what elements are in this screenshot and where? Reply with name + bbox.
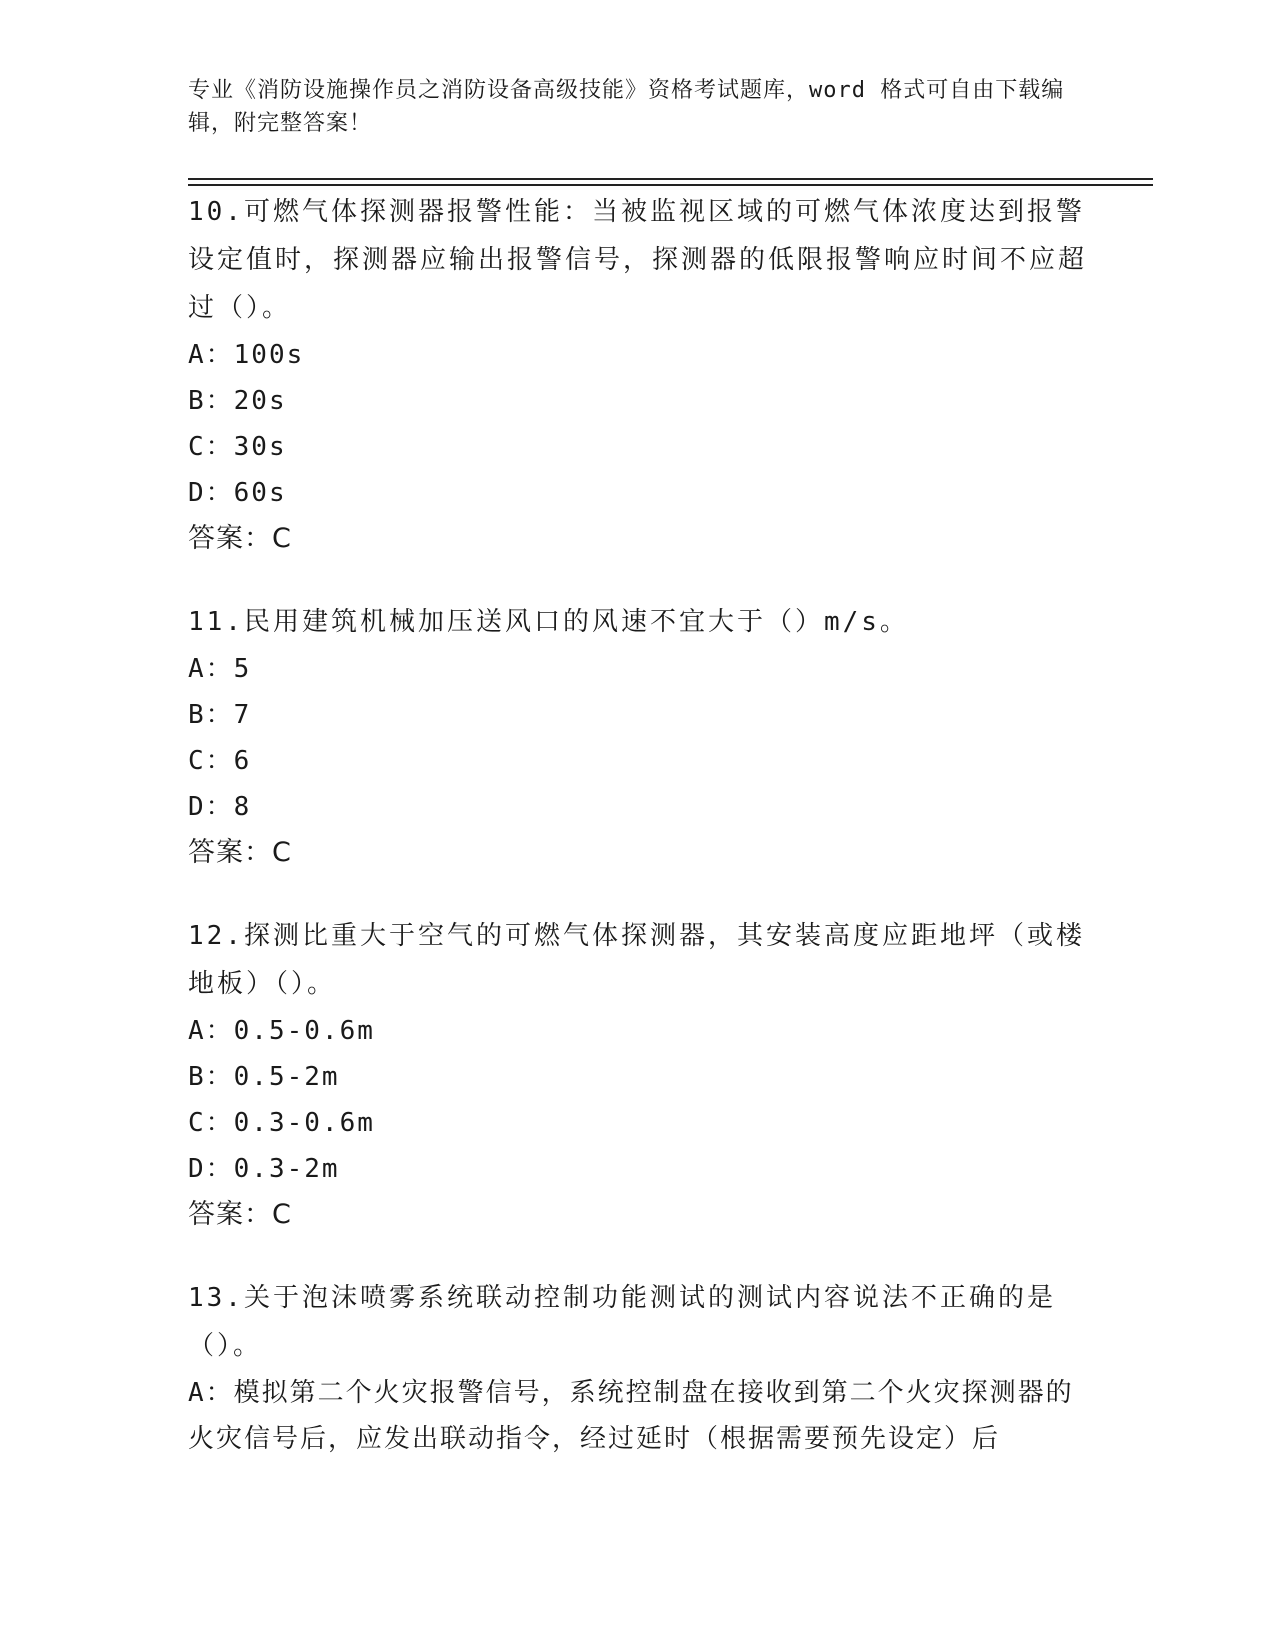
question-stem: 13.关于泡沫喷雾系统联动控制功能测试的测试内容说法不正确的是（）。 bbox=[188, 1283, 1056, 1361]
option-b: B：0.5-2m bbox=[188, 1062, 340, 1092]
answer-line: 答案：C bbox=[188, 837, 292, 868]
question-stem: 12.探测比重大于空气的可燃气体探测器，其安装高度应距地坪（或楼地板）（）。 bbox=[188, 921, 1085, 999]
question-stem: 10.可燃气体探测器报警性能：当被监视区域的可燃气体浓度达到报警设定值时，探测器应输出报警信号，探测器的低限报警响应时间不应超过（）。 bbox=[188, 197, 1088, 323]
answer-line: 答案：C bbox=[188, 1199, 292, 1230]
option-b: B：7 bbox=[188, 700, 252, 730]
header-divider-top bbox=[188, 178, 1153, 180]
option-a: A：5 bbox=[188, 654, 252, 684]
option-d: D：60s bbox=[188, 478, 287, 508]
option-a: A：模拟第二个火灾报警信号，系统控制盘在接收到第二个火灾探测器的火灾信号后，应发出联动指令，经过延时（根据需要预先设定）后 bbox=[188, 1378, 1074, 1454]
option-d: D：8 bbox=[188, 792, 252, 822]
question-10 bbox=[188, 188, 1088, 562]
question-13 bbox=[188, 1274, 1088, 1462]
option-a: A：100s bbox=[188, 340, 305, 370]
header-divider-bottom bbox=[188, 184, 1153, 186]
option-c: C：6 bbox=[188, 746, 252, 776]
question-11 bbox=[188, 598, 1088, 876]
option-d: D：0.3-2m bbox=[188, 1154, 340, 1184]
document-header: 专业《消防设施操作员之消防设备高级技能》资格考试题库，word 格式可自由下载编辑，附完整答案！ bbox=[188, 78, 1065, 136]
question-stem: 11.民用建筑机械加压送风口的风速不宜大于（）m/s。 bbox=[188, 607, 909, 637]
option-a: A：0.5-0.6m bbox=[188, 1016, 375, 1046]
answer-line: 答案：C bbox=[188, 523, 292, 554]
question-12 bbox=[188, 912, 1088, 1238]
option-b: B：20s bbox=[188, 386, 287, 416]
option-c: C：30s bbox=[188, 432, 287, 462]
question-list bbox=[188, 188, 1088, 1498]
option-c: C：0.3-0.6m bbox=[188, 1108, 375, 1138]
